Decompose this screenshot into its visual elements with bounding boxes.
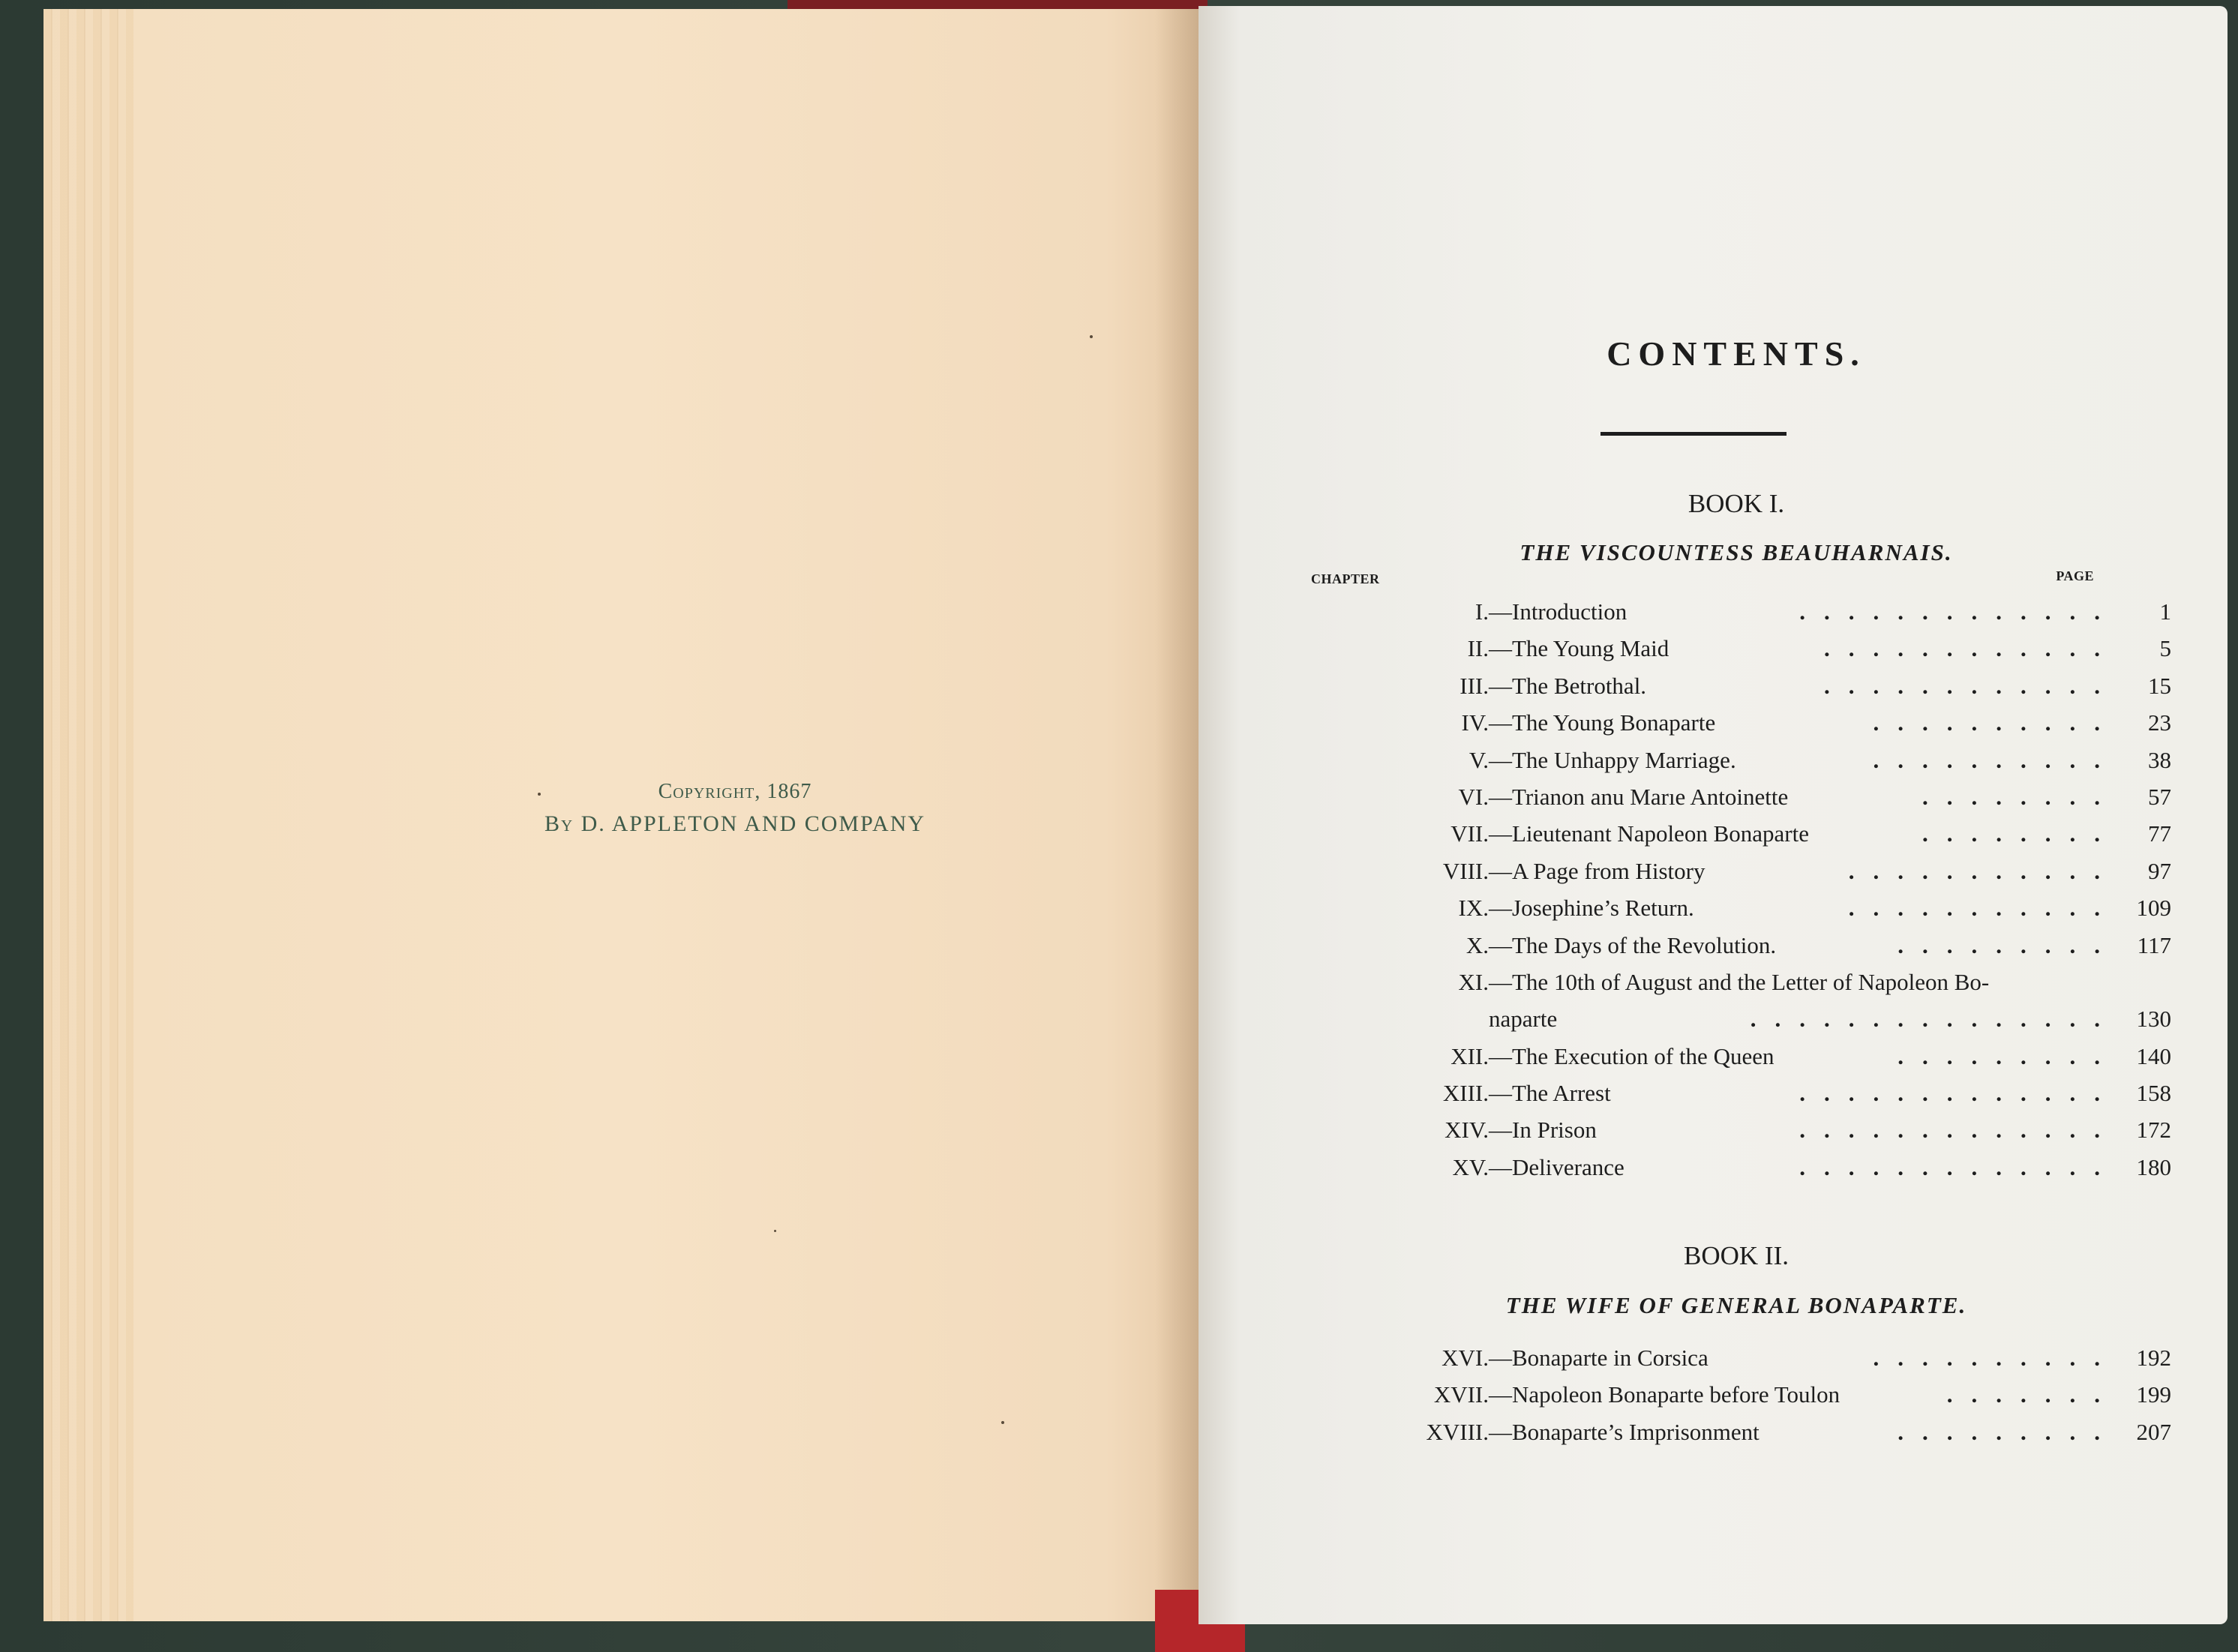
chapter-title: —Deliverance [1489,1153,1624,1180]
leader-dots: .......... [1873,1345,2119,1371]
chapter-title: naparte [1489,1006,1558,1033]
page-number: 199 [2136,1381,2171,1408]
book1-chapter-list [1309,593,2171,1186]
chapter-title: —Bonaparte in Corsica [1489,1345,1708,1371]
chapter-number: V. [1468,746,1489,773]
toc-entry [1309,1111,2171,1148]
leader-dots: .......... [1873,746,2119,773]
chapter-number: XII. [1450,1042,1489,1069]
book2-chapter-list [1309,1339,2171,1450]
page-number: 1 [2159,598,2171,625]
page-number: 172 [2136,1117,2171,1144]
toc-entry [1309,1376,2171,1413]
chapter-title: —The Unhappy Marriage. [1489,746,1736,773]
page-number: 140 [2136,1042,2171,1069]
toc-entry [1309,630,2171,667]
page-number: 57 [2148,783,2171,810]
chapter-title: —The Young Bonaparte [1489,709,1716,736]
chapter-number: II. [1467,635,1489,662]
leader-dots: ............. [1799,1117,2119,1144]
chapter-title: —The Arrest [1489,1080,1611,1107]
chapter-number: VIII. [1442,857,1489,884]
copyright-year: Copyright, 1867 [658,780,812,803]
chapter-number: III. [1460,672,1489,699]
leader-dots: ....... [1946,1381,2119,1408]
chapter-title: —The Young Maid [1489,635,1670,662]
toc-entry [1309,815,2171,852]
book2-subtitle: THE WIFE OF GENERAL BONAPARTE. [1505,1292,1967,1318]
page-number: 192 [2136,1345,2171,1371]
toc-entry [1309,1000,2171,1037]
copyright-notice [480,780,990,837]
chapter-title: —Introduction [1489,598,1628,625]
toc-entry [1309,853,2171,889]
page-column-header: PAGE [2056,568,2094,583]
chapter-number: I. [1474,598,1489,625]
paper-speck [1001,1421,1004,1424]
leader-dots: ......... [1898,1042,2119,1069]
chapter-title: —The 10th of August and the Letter of Napoleon Bo- [1489,968,1990,995]
chapter-title: —In Prison [1489,1117,1597,1144]
chapter-number: XVIII. [1426,1418,1489,1445]
book1-heading: BOOK I. [1688,489,1785,518]
leader-dots: ............ [1824,635,2119,662]
chapter-number: XV. [1452,1153,1489,1180]
leader-dots: ........ [1922,783,2119,810]
chapter-number: XIV. [1444,1117,1489,1144]
page-number: 77 [2148,820,2171,847]
toc-entry [1309,704,2171,741]
leader-dots: ............. [1799,598,2119,625]
chapter-title: —The Betrothal. [1489,672,1647,699]
chapter-title: —Josephine’s Return. [1489,895,1694,922]
leader-dots: ............. [1799,1080,2119,1107]
paper-speck [1090,335,1093,338]
page-number: 15 [2148,672,2171,699]
page-title: CONTENTS. [1606,334,1866,373]
page-number: 130 [2136,1006,2171,1033]
left-page-fold-shadow [1155,9,1200,1621]
title-rule [1600,432,1786,436]
publisher-line: By D. APPLETON AND COMPANY [544,811,926,836]
chapter-number: VI. [1458,783,1489,810]
leader-dots: ............... [1750,1006,2119,1033]
leader-dots: ........... [1848,857,2119,884]
toc-entry [1309,1038,2171,1075]
chapter-number: X. [1466,931,1489,958]
page-number: 5 [2159,635,2171,662]
toc-entry [1309,1339,2171,1376]
paper-speck [774,1230,776,1232]
chapter-number: XVI. [1442,1345,1489,1371]
toc-entry [1309,964,2171,1000]
book2-heading: BOOK II. [1684,1241,1789,1270]
page-number: 97 [2148,857,2171,884]
toc-entry [1309,778,2171,815]
chapter-title: —Trianon anu Marıe Antoinette [1489,783,1789,810]
chapter-title: —The Days of the Revolution. [1489,931,1777,958]
leader-dots: ............ [1824,672,2119,699]
toc-entry [1309,1075,2171,1111]
chapter-number: VII. [1450,820,1489,847]
leader-dots: ......... [1898,1418,2119,1445]
book1-subtitle: THE VISCOUNTESS BEAUHARNAIS. [1520,539,1953,565]
page-number: 38 [2148,746,2171,773]
page-number: 23 [2148,709,2171,736]
leader-dots: ........... [1848,895,2119,922]
paper-speck [538,793,541,796]
toc-entry [1309,927,2171,964]
page-number: 180 [2136,1153,2171,1180]
chapter-title: —Lieutenant Napoleon Bonaparte [1489,820,1809,847]
page-number: 158 [2136,1080,2171,1107]
leader-dots: ............. [1799,1153,2119,1180]
chapter-number: IX. [1458,895,1489,922]
toc-entry [1309,742,2171,778]
chapter-title: —The Execution of the Queen [1489,1042,1774,1069]
contents-page [1200,0,2228,1652]
toc-entry [1309,593,2171,630]
chapter-number: XVII. [1433,1381,1489,1408]
page-number: 207 [2136,1418,2171,1445]
leader-dots: ......... [1898,931,2119,958]
toc-entry [1309,667,2171,704]
chapter-title: —Bonaparte’s Imprisonment [1489,1418,1760,1445]
page-number: 109 [2136,895,2171,922]
chapter-number: XIII. [1442,1080,1489,1107]
leader-dots: ........ [1922,820,2119,847]
toc-entry [1309,1149,2171,1186]
leader-dots: .......... [1873,709,2119,736]
chapter-column-header: CHAPTER [1311,571,1380,586]
chapter-title: —Napoleon Bonaparte before Toulon [1489,1381,1840,1408]
chapter-number: XI. [1458,968,1489,995]
toc-entry [1309,889,2171,926]
chapter-title: —A Page from History [1489,857,1706,884]
page-number: 117 [2137,931,2171,958]
chapter-number: IV. [1461,709,1489,736]
toc-entry [1309,1414,2171,1450]
left-page-edges [44,9,134,1621]
